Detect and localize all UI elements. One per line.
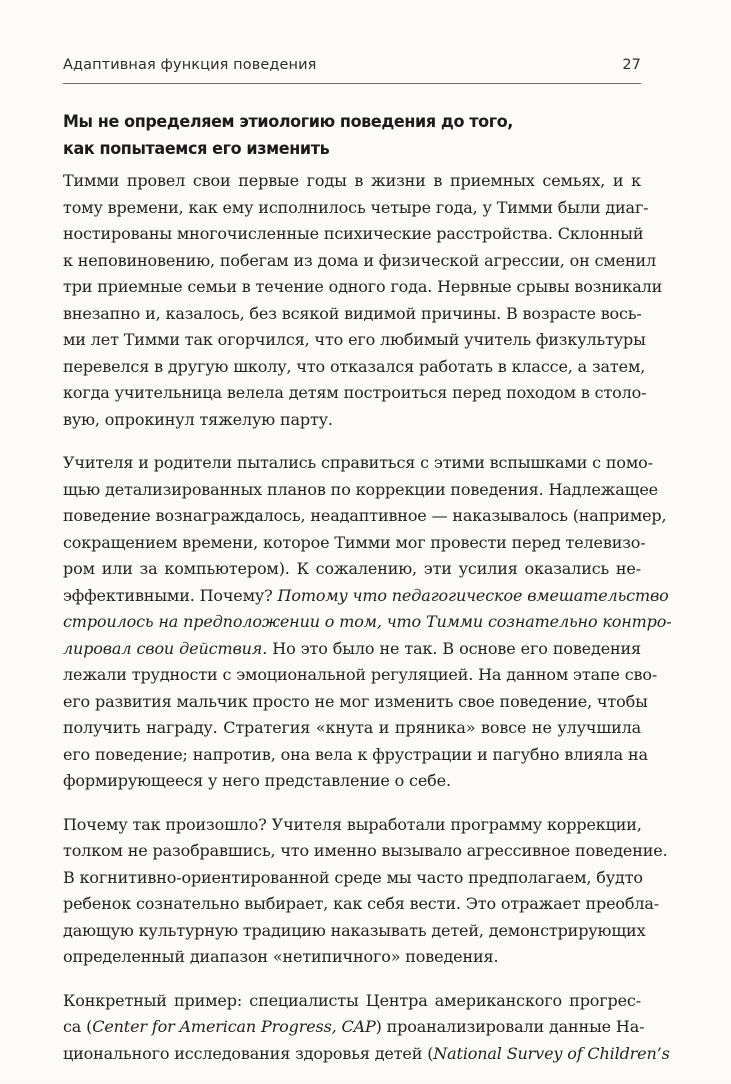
text-line: Учителя и родители пытались справиться с этими вспышками с помо- xyxy=(63,453,653,472)
section-heading-line: Мы не определяем этиологию поведения до того, xyxy=(63,112,514,132)
section-heading xyxy=(63,109,589,163)
section-heading-line: как попытаемся его изменить xyxy=(63,139,330,159)
text-line: формирующееся у него представление о себе. xyxy=(63,771,451,790)
text-line: сокращением времени, которое Тимми мог провести перед телевизо- xyxy=(63,532,646,552)
text-line: поведение вознаграждалось, неадаптивное — наказывалось (например, xyxy=(63,506,667,525)
text-line: дающую культурную традицию наказывать детей, демонстрирующих xyxy=(63,920,646,940)
paragraph-1 xyxy=(63,168,663,433)
text-line: перевелся в другую школу, что отказался работать в классе, а затем, xyxy=(63,356,646,376)
text-line: когда учительница велела детям построиться перед походом в столо- xyxy=(63,383,647,402)
text-line: ностированы многочисленные психические расстройства. Склонный xyxy=(63,224,644,243)
text-line: Конкретный пример: специалисты Центра американского прогрес- xyxy=(63,990,641,1010)
text-line: тому времени, как ему исполнилось четыре года, у Тимми были диаг- xyxy=(63,197,649,217)
header-rule xyxy=(63,83,641,84)
body-text xyxy=(63,168,672,1084)
page-number: 27 xyxy=(622,57,641,73)
running-title: Адаптивная функция поведения xyxy=(63,57,317,73)
text-line: толком не разобравшись, что именно вызывало агрессивное поведение. xyxy=(63,841,668,860)
text-line xyxy=(63,609,672,636)
text-run: ) проанализировали данные На- xyxy=(375,1017,645,1036)
text-run: са ( xyxy=(63,1017,93,1036)
text-line: лежали трудности с эмоциональной регуляцией. На данном этапе сво- xyxy=(63,665,658,684)
text-line xyxy=(63,583,669,610)
text-run: эффективными. Почему? xyxy=(63,585,273,605)
text-line xyxy=(63,1014,645,1041)
text-line: Почему так произошло? Учителя выработали программу коррекции, xyxy=(63,814,642,834)
paragraph-3 xyxy=(63,812,668,971)
paragraph-2 xyxy=(63,450,672,795)
italic-run: Center for American Progress, CAP xyxy=(92,1017,376,1036)
text-line: получить награду. Стратегия «кнута и пряника» вовсе не улучшила xyxy=(63,718,641,737)
text-line: В когнитивно-ориентированной среде мы часто предполагаем, будто xyxy=(63,867,643,887)
text-line: его поведение; напротив, она вела к фрустрации и пагубно влияла на xyxy=(63,744,648,764)
italic-run: National Survey of Children’s xyxy=(433,1043,670,1063)
text-line: ребенок сознательно выбирает, как себя вести. Это отражает преобла- xyxy=(63,894,660,913)
text-run: Но это было не так. В основе его поведения xyxy=(272,638,641,658)
italic-run: Потому что педагогическое вмешательство xyxy=(277,585,669,605)
text-line: ми лет Тимми так огорчился, что его любимый учитель физкультуры xyxy=(63,330,646,349)
running-header xyxy=(63,54,641,78)
text-line: внезапно и, казалось, без всякой видимой причины. В возрасте вось- xyxy=(63,303,642,323)
text-line: ром или за компьютером). К сожалению, эти усилия оказались не- xyxy=(63,559,641,578)
text-line: к неповиновению, побегам из дома и физической агрессии, он сменил xyxy=(63,250,657,270)
text-run: ционального исследования здоровья детей ( xyxy=(63,1043,434,1063)
text-line xyxy=(63,1041,670,1068)
text-line: Тимми провел свои первые годы в жизни в приемных семьях, и к xyxy=(63,171,641,190)
italic-run: лировал свои действия. xyxy=(63,638,268,658)
text-line xyxy=(63,636,641,663)
text-line: вую, опрокинул тяжелую парту. xyxy=(63,409,333,429)
paragraph-4 xyxy=(63,988,670,1068)
text-line: три приемные семьи в течение одного года. Нервные срывы возникали xyxy=(63,277,663,296)
text-line: его развития мальчик просто не мог изменить свое поведение, чтобы xyxy=(63,691,648,711)
italic-run: строилось на предположении о том, что Тимми сознательно контро- xyxy=(63,612,672,631)
text-line: щью детализированных планов по коррекции поведения. Надлежащее xyxy=(63,479,658,499)
text-line: определенный диапазон «нетипичного» поведения. xyxy=(63,947,499,966)
